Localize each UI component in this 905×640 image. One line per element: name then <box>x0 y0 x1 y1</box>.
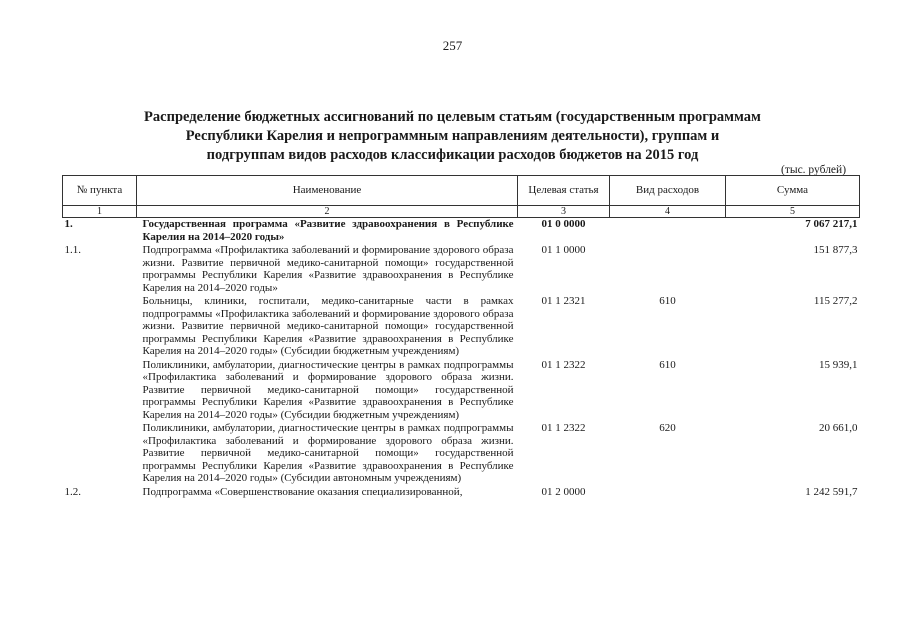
column-number-row <box>63 206 860 218</box>
item-name: Государственная программа «Развитие здравоохранения в Республике Карелия на 2014–2020 годы» <box>137 218 518 244</box>
item-number: 1.2. <box>64 485 81 498</box>
header-item-number: № пункта <box>63 176 137 206</box>
item-number <box>63 358 137 422</box>
table-row <box>63 294 860 358</box>
expense-type: 610 <box>659 295 676 307</box>
header-amount: Сумма <box>726 176 860 206</box>
column-number: 1 <box>63 206 137 218</box>
expense-type: 620 <box>659 422 676 434</box>
table-row <box>63 421 860 485</box>
amount: 20 661,0 <box>819 422 858 434</box>
budget-table <box>62 175 860 498</box>
item-number <box>63 294 137 358</box>
amount: 15 939,1 <box>819 358 858 371</box>
amount: 1 242 591,7 <box>805 485 858 498</box>
target-article: 01 2 0000 <box>541 485 586 498</box>
title-line: подгруппам видов расходов классификации расходов бюджетов на 2015 год <box>206 147 699 163</box>
units-label: (тыс. рублей) <box>781 164 847 176</box>
table-header-row <box>63 176 860 206</box>
table-row <box>63 485 860 499</box>
expense-type <box>610 243 726 294</box>
item-name: Подпрограмма «Профилактика заболеваний и формирование здорового образа жизни. Развитие первичной медико-санитарной помощи» государственной программы Республики Карелия «Развитие здравоохранения в Республике Карелия на 2014–2020 годы» <box>142 244 514 294</box>
amount: 115 277,2 <box>813 295 858 307</box>
title-line: Распределение бюджетных ассигнований по целевым статьям (государственным программам <box>144 109 761 125</box>
title-line: Республики Карелия и непрограммным направлениям деятельности), группам и <box>185 128 720 144</box>
header-expense-type: Вид расходов <box>610 176 726 206</box>
item-number <box>63 421 137 485</box>
expense-type <box>610 485 726 499</box>
header-target-article: Целевая статья <box>518 176 610 206</box>
document-title <box>100 108 805 165</box>
item-number: 1. <box>63 218 137 244</box>
target-article: 01 1 2322 <box>541 358 586 371</box>
target-article: 01 1 2321 <box>541 295 586 307</box>
expense-type <box>610 218 726 244</box>
item-name: Больницы, клиники, госпитали, медико-санитарные части в рамках подпрограммы «Профилактика заболеваний и формирование здорового образа жизни. Развитие первичной медико-санитарной помощи» государственной программы Республики Карелия «Развитие здравоохранения в Республике Карелия на 2014–2020 годы» (Субсидии бюджетным учреждениям) <box>142 295 514 357</box>
target-article: 01 1 2322 <box>541 422 586 434</box>
page-number: 257 <box>442 38 463 53</box>
table-row <box>63 243 860 294</box>
header-name: Наименование <box>137 176 518 206</box>
table-row <box>63 218 860 244</box>
column-number: 2 <box>137 206 518 218</box>
item-name: Поликлиники, амбулатории, диагностические центры в рамках подпрограммы «Профилактика заболеваний и формирование здорового образа жизни. Развитие первичной медико-санитарной помощи» государственной программы Республики Карелия «Развитие здравоохранения в Республике Карелия на 2014–2020 годы» (Субсидии автономным учреждениям) <box>142 422 514 484</box>
column-number: 5 <box>726 206 860 218</box>
target-article: 01 0 0000 <box>518 218 610 244</box>
expense-type: 610 <box>659 358 676 371</box>
item-name: Подпрограмма «Совершенствование оказания специализированной, <box>142 485 463 498</box>
item-number: 1.1. <box>64 244 81 256</box>
table-row <box>63 358 860 422</box>
amount: 151 877,3 <box>813 244 858 256</box>
amount: 7 067 217,1 <box>726 218 860 244</box>
column-number: 3 <box>518 206 610 218</box>
target-article: 01 1 0000 <box>541 244 586 256</box>
column-number: 4 <box>610 206 726 218</box>
item-name: Поликлиники, амбулатории, диагностические центры в рамках подпрограммы «Профилактика заболеваний и формирование здорового образа жизни. Развитие первичной медико-санитарной помощи» государственной программы Республики Карелия «Развитие здравоохранения в Республике Карелия на 2014–2020 годы» (Субсидии бюджетным учреждениям) <box>142 358 514 421</box>
